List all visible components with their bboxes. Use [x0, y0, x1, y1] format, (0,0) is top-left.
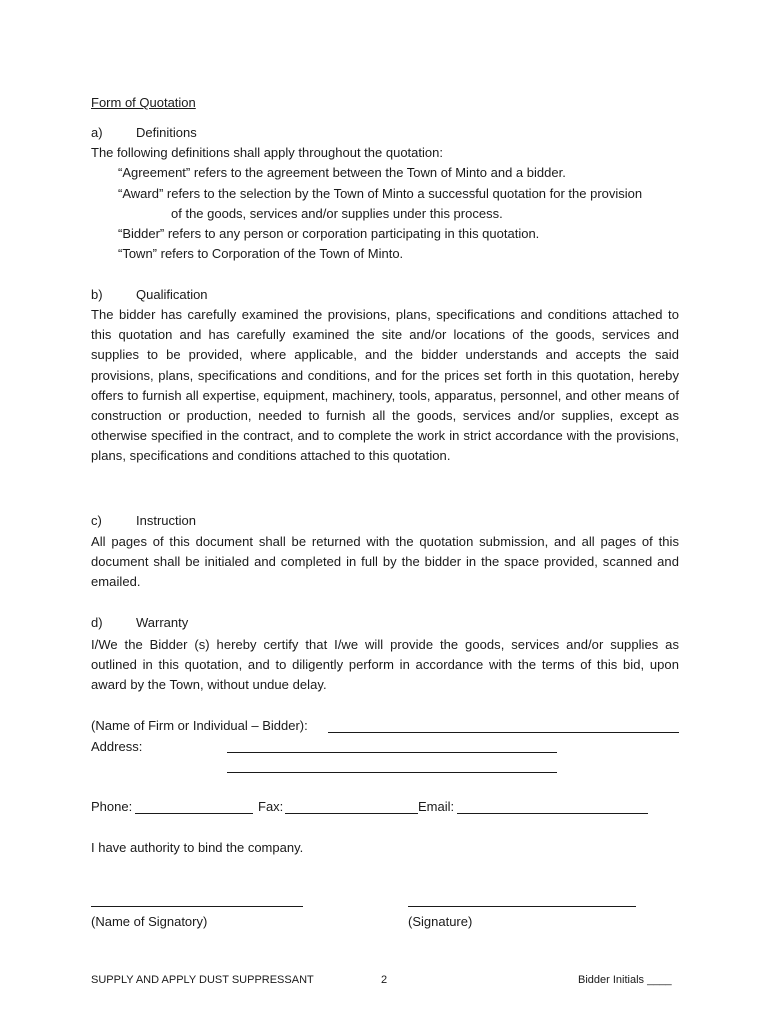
signature-label: (Signature) — [408, 914, 473, 929]
phone-field[interactable] — [135, 813, 253, 814]
definition-town: “Town” refers to Corporation of the Town of Minto. — [118, 246, 404, 261]
firm-name-field[interactable] — [328, 732, 679, 733]
definition-award: “Award” refers to the selection by the Town of Minto a successful quotation for the provision — [118, 186, 643, 201]
qualification-letter: b) — [91, 287, 103, 302]
instruction-letter: c) — [91, 513, 102, 528]
qualification-text: The bidder has carefully examined the provisions, plans, specifications and conditions attached to this quotation and has carefully examined the site and/or locations of the goods, services and supplies to be provided, where applicable, and the bidder understands and accepts the said provisions, plans, specifications and conditions, and for the prices set forth in this quotation, hereby offers to furnish all expertise, equipment, machinery, tools, apparatus, personnel, and other means of construction or production, needed to furnish all the goods, services and/or supplies, except as otherwise specified in the contract, and to complete the work in strict accordance with the provisions, plans, specifications and conditions attached to this quotation. — [91, 307, 679, 464]
definitions-letter: a) — [91, 125, 103, 140]
signatory-name-field[interactable] — [91, 906, 303, 907]
fax-field[interactable] — [285, 813, 418, 814]
address-label: Address: — [91, 739, 143, 754]
warranty-letter: d) — [91, 615, 103, 630]
address-field-line-1[interactable] — [227, 752, 557, 753]
signature-field[interactable] — [408, 906, 636, 907]
authority-statement: I have authority to bind the company. — [91, 840, 304, 855]
footer-document-title: SUPPLY AND APPLY DUST SUPPRESSANT — [91, 974, 314, 986]
instruction-title: Instruction — [136, 513, 196, 528]
definitions-title: Definitions — [136, 125, 197, 140]
definition-bidder: “Bidder” refers to any person or corporation participating in this quotation. — [118, 226, 540, 241]
definition-agreement: “Agreement” refers to the agreement between the Town of Minto and a bidder. — [118, 165, 566, 180]
address-field-line-2[interactable] — [227, 772, 557, 773]
warranty-title: Warranty — [136, 615, 189, 630]
email-field[interactable] — [457, 813, 648, 814]
definitions-intro: The following definitions shall apply throughout the quotation: — [91, 145, 443, 160]
email-label: Email: — [418, 799, 455, 814]
footer-page-number: 2 — [381, 974, 388, 986]
form-title: Form of Quotation — [91, 95, 196, 110]
fax-label: Fax: — [258, 799, 284, 814]
warranty-text: I/We the Bidder (s) hereby certify that I/we will provide the goods, services and/or supplies as outlined in this quotation, and to diligently perform in accordance with the terms of this bid, upon award by the Town, without undue delay. — [91, 637, 679, 693]
firm-name-label: (Name of Firm or Individual – Bidder): — [91, 718, 308, 733]
signatory-label: (Name of Signatory) — [91, 914, 208, 929]
instruction-text: All pages of this document shall be returned with the quotation submission, and all pages of this document shall be initialed and completed in full by the bidder in the space provided, scanned and emailed. — [91, 534, 679, 590]
footer-bidder-initials: Bidder Initials ____ — [578, 974, 672, 986]
qualification-title: Qualification — [136, 287, 208, 302]
phone-label: Phone: — [91, 799, 133, 814]
definition-award-continued: of the goods, services and/or supplies under this process. — [171, 206, 503, 221]
